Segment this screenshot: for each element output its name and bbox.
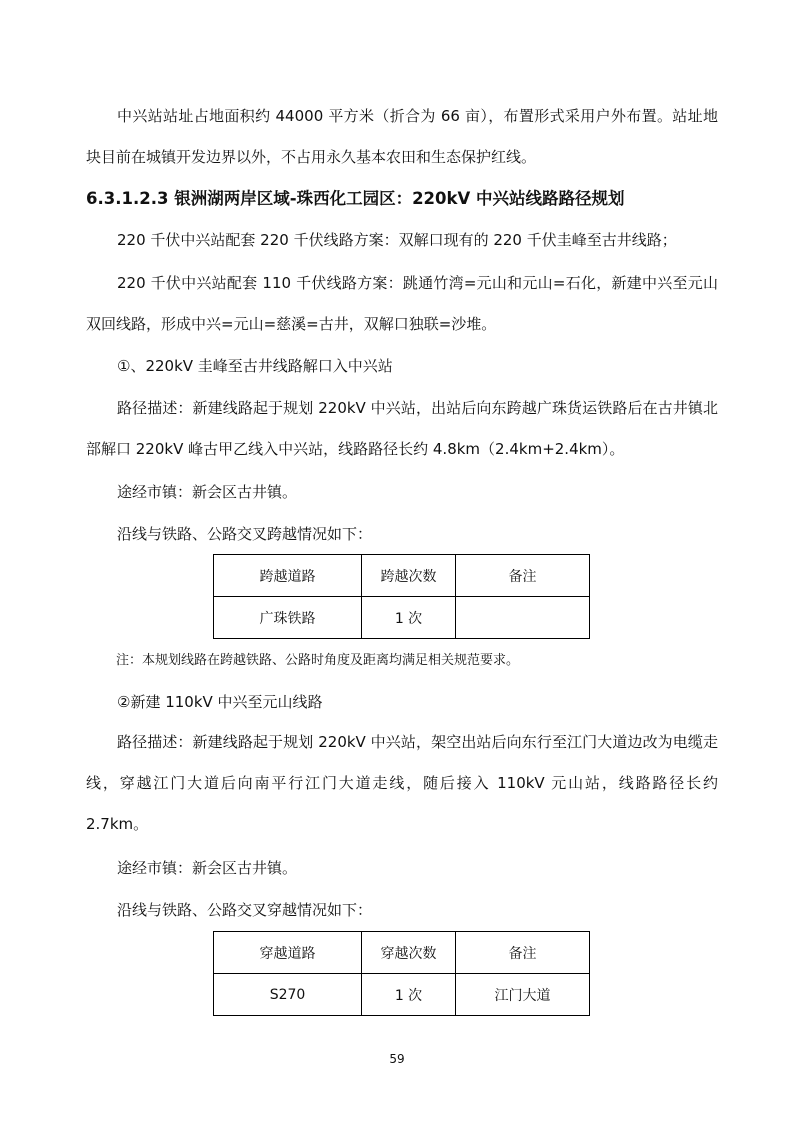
plan-110kv-paragraph: 220 千伏中兴站配套 110 千伏线路方案：跳通竹湾=元山和元山=石化，新建中兴至元山双回线路，形成中兴=元山=慈溪=古井，双解口独联=沙堆。	[86, 274, 718, 333]
item2-title: ②新建 110kV 中兴至元山线路	[117, 693, 323, 711]
section-heading: 6.3.1.2.3 银洲湖两岸区域-珠西化工园区：220kV 中兴站线路路径规划	[86, 189, 625, 208]
table-header-cell: 穿越道路	[214, 932, 362, 974]
table-cell: 江门大道	[456, 974, 590, 1016]
table-header-cell: 跨越道路	[214, 555, 362, 597]
plan-220kv-paragraph: 220 千伏中兴站配套 220 千伏线路方案：双解口现有的 220 千伏圭峰至古井线路；	[117, 231, 677, 249]
table-cell	[456, 597, 590, 639]
crossing-table-2	[213, 931, 590, 1016]
item1-towns: 途经市镇：新会区古井镇。	[117, 483, 298, 501]
table-cell: 1 次	[362, 597, 456, 639]
item2-route-description: 路径描述：新建线路起于规划 220kV 中兴站，架空出站后向东行至江门大道边改为电缆走线，穿越江门大道后向南平行江门大道走线，随后接入 110kV 元山站，线路路径长约 2.7km。	[86, 733, 718, 833]
table-note: 注：本规划线路在跨越铁路、公路时角度及距离均满足相关规范要求。	[116, 653, 520, 668]
table-cell: 广珠铁路	[214, 597, 362, 639]
page-number: 59	[389, 1052, 405, 1066]
table-header-row	[214, 932, 590, 974]
item1-title: ①、220kV 圭峰至古井线路解口入中兴站	[117, 357, 393, 375]
table-header-cell: 备注	[456, 932, 590, 974]
table-cell: S270	[214, 974, 362, 1016]
site-area-paragraph: 中兴站站址占地面积约 44000 平方米（折合为 66 亩），布置形式采用户外布置。站址地块目前在城镇开发边界以外，不占用永久基本农田和生态保护红线。	[86, 107, 718, 166]
item2-crossing-intro: 沿线与铁路、公路交叉穿越情况如下：	[117, 901, 373, 919]
table-header-cell: 备注	[456, 555, 590, 597]
table-header-cell: 穿越次数	[362, 932, 456, 974]
table-header-cell: 跨越次数	[362, 555, 456, 597]
table-header-row	[214, 555, 590, 597]
crossing-table-1	[213, 554, 590, 639]
item1-route-description: 路径描述：新建线路起于规划 220kV 中兴站，出站后向东跨越广珠货运铁路后在古井镇北部解口 220kV 峰古甲乙线入中兴站，线路路径长约 4.8km（2.4km+2.4km）。	[86, 399, 718, 458]
table-row	[214, 597, 590, 639]
item1-crossing-intro: 沿线与铁路、公路交叉跨越情况如下：	[117, 525, 373, 543]
table-cell: 1 次	[362, 974, 456, 1016]
item2-towns: 途经市镇：新会区古井镇。	[117, 859, 298, 877]
table-row	[214, 974, 590, 1016]
